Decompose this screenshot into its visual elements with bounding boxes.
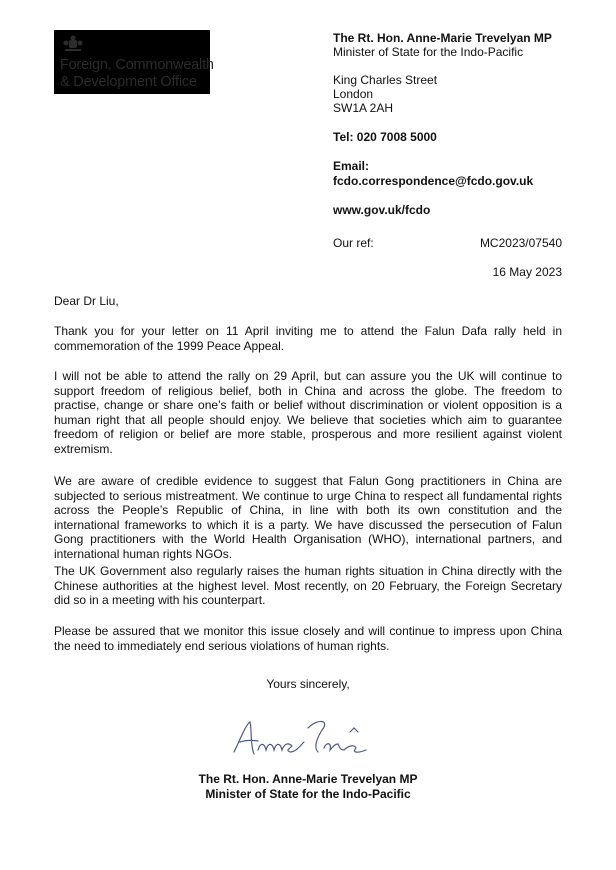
closing: Yours sincerely, — [266, 677, 350, 691]
handwritten-signature-icon — [226, 710, 376, 765]
org-name-line-2: & Development Office — [60, 74, 197, 90]
telephone: Tel: 020 7008 5000 — [333, 130, 437, 144]
paragraph-5: Please be assured that we monitor this issue closely and will continue to impress upon China the need to immediately end serious violations of human rights. — [54, 624, 562, 653]
fcdo-logo — [54, 30, 214, 94]
org-name-line-1: Foreign, Commonwealth — [60, 57, 214, 73]
paragraph-3: We are aware of credible evidence to suggest that Falun Gong practitioners in China are subjected to serious mistreatment. We continue to urge China to respect all fundamental rights across the People’s Republic of China, in line with both its own constitution and the international frameworks to which it is a party. We have discussed the persecution of Falun Gong practitioners with the World Health Organisation (WHO), international partners, and international human rights NGOs. — [54, 474, 562, 561]
website-link[interactable]: www.gov.uk/fcdo — [333, 203, 431, 217]
salutation: Dear Dr Liu, — [54, 294, 119, 308]
signoff-name: The Rt. Hon. Anne-Marie Trevelyan MP — [198, 772, 418, 786]
paragraph-2: I will not be able to attend the rally on 29 April, but can assure you the UK will continue to support freedom of religious belief, both in China and across the globe. The freedom to practise, change or share one’s faith or belief without discrimination or violent opposition is a human right that all people should enjoy. We believe that societies which aim to guarantee freedom of religion or belief are more stable, prosperous and more resilient against violent extremism. — [54, 369, 562, 456]
paragraph-1: Thank you for your letter on 11 April inviting me to attend the Falun Dafa rally held in commemoration of the 1999 Peace Appeal. — [54, 324, 562, 353]
email-label: Email: — [333, 159, 370, 173]
reference-value: MC2023/07540 — [479, 236, 562, 250]
signoff-title: Minister of State for the Indo-Pacific — [205, 787, 411, 801]
letter-date: 16 May 2023 — [492, 265, 562, 279]
address-line-1: King Charles Street — [333, 73, 438, 87]
sender-title: Minister of State for the Indo-Pacific — [333, 45, 524, 59]
royal-coat-of-arms-icon — [62, 34, 84, 52]
address-line-2: London — [333, 87, 374, 101]
sender-name: The Rt. Hon. Anne-Marie Trevelyan MP — [333, 31, 552, 45]
reference-label: Our ref: — [333, 236, 374, 250]
email-address[interactable]: fcdo.correspondence@fcdo.gov.uk — [333, 174, 534, 188]
address-line-3: SW1A 2AH — [333, 101, 394, 115]
paragraph-4: The UK Government also regularly raises the human rights situation in China directly with the Chinese authorities at the highest level. Most recently, on 20 February, the Foreign Secretary did so in a meeting with his counterpart. — [54, 564, 562, 608]
